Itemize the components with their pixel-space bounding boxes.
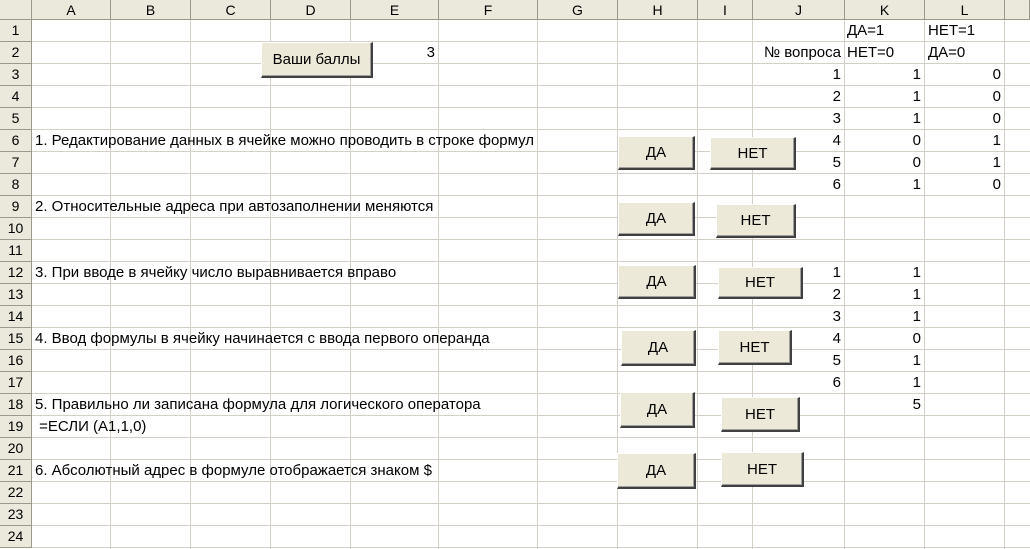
row-gridline (32, 437, 1030, 438)
table1-k[interactable]: 1 (912, 110, 921, 127)
row-gridline (32, 415, 1030, 416)
column-gridline (537, 20, 538, 549)
table2-k[interactable]: 1 (912, 374, 921, 391)
row-header-3[interactable]: 3 (0, 64, 32, 86)
table1-j[interactable]: 4 (832, 132, 841, 149)
column-header-f[interactable]: F (439, 0, 538, 20)
select-all-corner[interactable] (0, 0, 32, 20)
row-header-24[interactable]: 24 (0, 526, 32, 548)
column-header-a[interactable]: A (32, 0, 111, 20)
row-header-8[interactable]: 8 (0, 174, 32, 196)
q1-no-button[interactable]: НЕТ (710, 137, 796, 170)
table1-k[interactable]: 0 (912, 154, 921, 171)
row-header-22[interactable]: 22 (0, 482, 32, 504)
column-gridline (438, 20, 439, 549)
table2-j[interactable]: 5 (832, 352, 841, 369)
total-value[interactable]: 5 (912, 396, 921, 413)
row-gridline (32, 85, 1030, 86)
column-header-c[interactable]: C (191, 0, 271, 20)
q3-no-button[interactable]: НЕТ (718, 267, 803, 299)
row-gridline (32, 261, 1030, 262)
table2-j[interactable]: 1 (832, 264, 841, 281)
row-gridline (32, 481, 1030, 482)
row-header-13[interactable]: 13 (0, 284, 32, 306)
row-header-4[interactable]: 4 (0, 86, 32, 108)
row-gridline (32, 41, 1030, 42)
cell-j2[interactable]: № вопроса (763, 44, 841, 61)
q4-no-button[interactable]: НЕТ (718, 330, 792, 365)
table1-l[interactable]: 0 (992, 66, 1001, 83)
q3-yes-button[interactable]: ДА (618, 265, 696, 299)
table2-j[interactable]: 3 (832, 308, 841, 325)
table2-j[interactable]: 6 (832, 374, 841, 391)
q5-yes-button[interactable]: ДА (620, 392, 695, 428)
column-header-e[interactable]: E (351, 0, 439, 20)
table1-k[interactable]: 1 (912, 88, 921, 105)
table1-l[interactable]: 0 (992, 88, 1001, 105)
table1-j[interactable]: 3 (832, 110, 841, 127)
row-gridline (32, 327, 1030, 328)
row-gridline (32, 371, 1030, 372)
q5-no-button[interactable]: НЕТ (721, 397, 800, 432)
row-gridline (32, 63, 1030, 64)
table1-j[interactable]: 5 (832, 154, 841, 171)
row-header-11[interactable]: 11 (0, 240, 32, 262)
row-gridline (32, 547, 1030, 548)
column-header-k[interactable]: K (845, 0, 925, 20)
score-button[interactable]: Ваши баллы (261, 42, 373, 78)
q1-yes-button[interactable]: ДА (618, 136, 695, 170)
row-gridline (32, 393, 1030, 394)
table1-l[interactable]: 1 (992, 154, 1001, 171)
row-gridline (32, 305, 1030, 306)
column-header-j[interactable]: J (753, 0, 845, 20)
question-4[interactable]: 4. Ввод формулы в ячейку начинается с ввода первого операнда (35, 330, 490, 347)
question-3[interactable]: 3. При вводе в ячейку число выравнивается вправо (35, 264, 397, 281)
row-gridline (32, 107, 1030, 108)
table2-k[interactable]: 1 (912, 308, 921, 325)
row-header-20[interactable]: 20 (0, 438, 32, 460)
question-5-formula[interactable]: =ЕСЛИ (А1,1,0) (35, 418, 147, 435)
row-gridline (32, 459, 1030, 460)
score-value[interactable]: 3 (426, 44, 435, 61)
column-header-m[interactable] (1005, 0, 1030, 20)
column-header-h[interactable]: H (618, 0, 698, 20)
cell-l2[interactable]: ДА=0 (928, 44, 966, 61)
row-gridline (32, 151, 1030, 152)
row-gridline (32, 129, 1030, 130)
column-header-d[interactable]: D (271, 0, 351, 20)
row-header-6[interactable]: 6 (0, 130, 32, 152)
row-header-19[interactable]: 19 (0, 416, 32, 438)
row-gridline (32, 525, 1030, 526)
q2-no-button[interactable]: НЕТ (716, 204, 796, 238)
row-header-16[interactable]: 16 (0, 350, 32, 372)
row-header-23[interactable]: 23 (0, 504, 32, 526)
table1-j[interactable]: 1 (832, 66, 841, 83)
table1-k[interactable]: 0 (912, 132, 921, 149)
table1-k[interactable]: 1 (912, 66, 921, 83)
table1-l[interactable]: 0 (992, 110, 1001, 127)
question-2[interactable]: 2. Относительные адреса при автозаполнении меняются (35, 198, 434, 215)
table2-j[interactable]: 4 (832, 330, 841, 347)
row-header-2[interactable]: 2 (0, 42, 32, 64)
row-gridline (32, 195, 1030, 196)
row-gridline (32, 239, 1030, 240)
row-header-12[interactable]: 12 (0, 262, 32, 284)
column-header-l[interactable]: L (925, 0, 1005, 20)
row-gridline (32, 503, 1030, 504)
table2-k[interactable]: 0 (912, 330, 921, 347)
row-gridline (32, 349, 1030, 350)
column-gridline (1004, 20, 1005, 549)
question-1[interactable]: 1. Редактирование данных в ячейке можно проводить в строке формул (35, 132, 535, 149)
question-5[interactable]: 5. Правильно ли записана формула для логического оператора (35, 396, 481, 413)
column-header-i[interactable]: I (698, 0, 753, 20)
q4-yes-button[interactable]: ДА (621, 330, 696, 366)
row-gridline (32, 217, 1030, 218)
row-header-14[interactable]: 14 (0, 306, 32, 328)
table1-l[interactable]: 0 (992, 176, 1001, 193)
row-header-10[interactable]: 10 (0, 218, 32, 240)
row-gridline (32, 173, 1030, 174)
row-header-15[interactable]: 15 (0, 328, 32, 350)
row-gridline (32, 283, 1030, 284)
column-header-g[interactable]: G (538, 0, 618, 20)
cell-k2[interactable]: НЕТ=0 (847, 44, 895, 61)
column-header-b[interactable]: B (111, 0, 191, 20)
row-header-5[interactable]: 5 (0, 108, 32, 130)
q6-no-button[interactable]: НЕТ (721, 452, 804, 487)
table1-k[interactable]: 1 (912, 176, 921, 193)
row-header-9[interactable]: 9 (0, 196, 32, 218)
table2-k[interactable]: 1 (912, 264, 921, 281)
table2-j[interactable]: 2 (832, 286, 841, 303)
row-header-21[interactable]: 21 (0, 460, 32, 482)
question-6[interactable]: 6. Абсолютный адрес в формуле отображается знаком $ (35, 462, 432, 479)
table1-j[interactable]: 6 (832, 176, 841, 193)
cell-l1[interactable]: НЕТ=1 (928, 22, 976, 39)
q6-yes-button[interactable]: ДА (617, 453, 696, 489)
row-header-18[interactable]: 18 (0, 394, 32, 416)
column-gridline (697, 20, 698, 549)
row-header-7[interactable]: 7 (0, 152, 32, 174)
table2-k[interactable]: 1 (912, 352, 921, 369)
table2-k[interactable]: 1 (912, 286, 921, 303)
cell-k1[interactable]: ДА=1 (847, 22, 885, 39)
row-header-1[interactable]: 1 (0, 20, 32, 42)
table1-l[interactable]: 1 (992, 132, 1001, 149)
table1-j[interactable]: 2 (832, 88, 841, 105)
row-header-17[interactable]: 17 (0, 372, 32, 394)
q2-yes-button[interactable]: ДА (618, 202, 695, 236)
